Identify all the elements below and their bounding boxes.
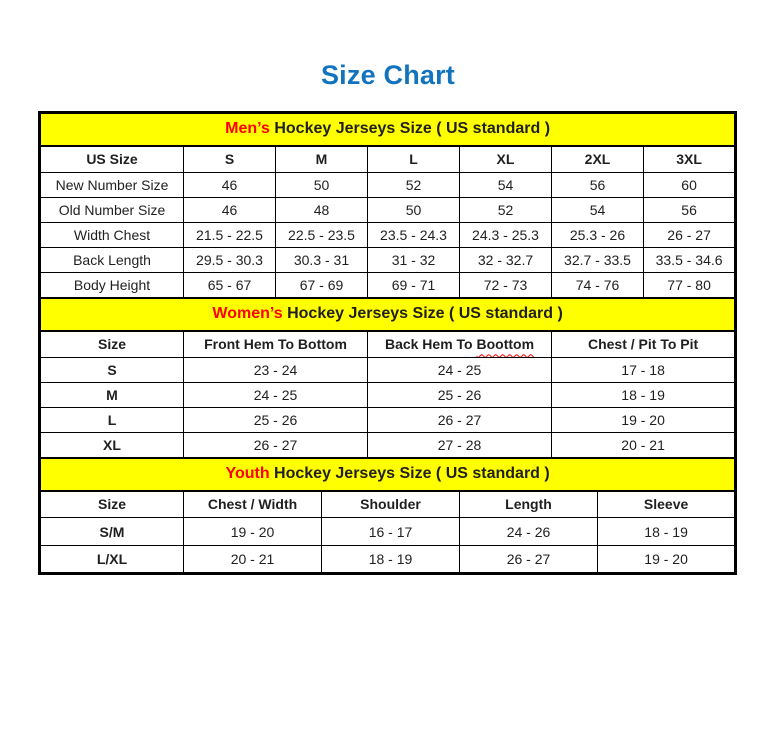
column-header: 3XL xyxy=(644,146,736,173)
table-row xyxy=(40,546,736,574)
size-value-cell: 20 - 21 xyxy=(552,433,736,458)
table-row xyxy=(40,383,736,408)
size-value-cell: 31 - 32 xyxy=(368,248,460,273)
size-value-cell: 33.5 - 34.6 xyxy=(644,248,736,273)
row-label: S xyxy=(40,358,184,383)
mens-section xyxy=(40,113,736,298)
size-value-cell: 17 - 18 xyxy=(552,358,736,383)
size-value-cell: 18 - 19 xyxy=(598,518,736,546)
size-value-cell: 32.7 - 33.5 xyxy=(552,248,644,273)
size-value-cell: 52 xyxy=(368,173,460,198)
size-value-cell: 24 - 25 xyxy=(184,383,368,408)
column-header: 2XL xyxy=(552,146,644,173)
womens-header-row xyxy=(40,331,736,358)
row-label: Old Number Size xyxy=(40,198,184,223)
womens-section xyxy=(40,298,736,458)
column-header: Sleeve xyxy=(598,491,736,518)
size-chart-page xyxy=(0,60,776,575)
size-value-cell: 60 xyxy=(644,173,736,198)
band-rest: Hockey Jerseys Size ( US standard ) xyxy=(282,305,563,322)
column-header: XL xyxy=(460,146,552,173)
size-value-cell: 19 - 20 xyxy=(598,546,736,574)
size-value-cell: 20 - 21 xyxy=(184,546,322,574)
table-row xyxy=(40,433,736,458)
size-value-cell: 77 - 80 xyxy=(644,273,736,298)
row-label: M xyxy=(40,383,184,408)
table-row xyxy=(40,198,736,223)
column-header-prefix: Back Hem To xyxy=(384,336,477,353)
size-tables-container xyxy=(38,111,735,575)
band-highlight: Men’s xyxy=(225,120,270,138)
size-value-cell: 72 - 73 xyxy=(460,273,552,298)
mens-header-row xyxy=(40,146,736,173)
column-header: Front Hem To Bottom xyxy=(184,331,368,358)
band-rest: Hockey Jerseys Size ( US standard ) xyxy=(269,120,551,138)
womens-band-title xyxy=(40,298,736,331)
row-label: New Number Size xyxy=(40,173,184,198)
size-value-cell: 56 xyxy=(552,173,644,198)
size-value-cell: 30.3 - 31 xyxy=(276,248,368,273)
row-label: XL xyxy=(40,433,184,458)
size-value-cell: 21.5 - 22.5 xyxy=(184,223,276,248)
table-row xyxy=(40,223,736,248)
table-row xyxy=(40,273,736,298)
size-value-cell: 27 - 28 xyxy=(368,433,552,458)
size-value-cell: 24.3 - 25.3 xyxy=(460,223,552,248)
band-highlight: Youth xyxy=(225,465,270,482)
mens-band-row xyxy=(40,113,736,146)
table-row xyxy=(40,173,736,198)
size-value-cell: 69 - 71 xyxy=(368,273,460,298)
row-label: Body Height xyxy=(40,273,184,298)
size-value-cell: 48 xyxy=(276,198,368,223)
row-label: L/XL xyxy=(40,546,184,574)
column-header: US Size xyxy=(40,146,184,173)
column-header: Chest / Width xyxy=(184,491,322,518)
size-value-cell: 54 xyxy=(552,198,644,223)
column-header: Size xyxy=(40,331,184,358)
size-value-cell: 26 - 27 xyxy=(184,433,368,458)
size-value-cell: 50 xyxy=(368,198,460,223)
size-value-cell: 25 - 26 xyxy=(184,408,368,433)
size-value-cell: 24 - 26 xyxy=(460,518,598,546)
column-header: M xyxy=(276,146,368,173)
size-value-cell: 19 - 20 xyxy=(184,518,322,546)
column-header: S xyxy=(184,146,276,173)
size-value-cell: 25 - 26 xyxy=(368,383,552,408)
size-value-cell: 67 - 69 xyxy=(276,273,368,298)
column-header: Chest / Pit To Pit xyxy=(552,331,736,358)
size-value-cell: 16 - 17 xyxy=(322,518,460,546)
row-label: S/M xyxy=(40,518,184,546)
column-header: Length xyxy=(460,491,598,518)
column-header: Size xyxy=(40,491,184,518)
size-chart-table xyxy=(38,111,737,575)
size-value-cell: 46 xyxy=(184,173,276,198)
size-value-cell: 50 xyxy=(276,173,368,198)
size-value-cell: 46 xyxy=(184,198,276,223)
size-value-cell: 23.5 - 24.3 xyxy=(368,223,460,248)
table-row xyxy=(40,358,736,383)
size-value-cell: 32 - 32.7 xyxy=(460,248,552,273)
size-value-cell: 26 - 27 xyxy=(460,546,598,574)
size-value-cell: 26 - 27 xyxy=(368,408,552,433)
size-value-cell: 65 - 67 xyxy=(184,273,276,298)
size-value-cell: 19 - 20 xyxy=(552,408,736,433)
band-highlight: Women’s xyxy=(212,305,283,322)
column-header: L xyxy=(368,146,460,173)
youth-band-title xyxy=(40,458,736,491)
size-value-cell: 54 xyxy=(460,173,552,198)
row-label: Width Chest xyxy=(40,223,184,248)
size-value-cell: 26 - 27 xyxy=(644,223,736,248)
row-label: L xyxy=(40,408,184,433)
size-value-cell: 74 - 76 xyxy=(552,273,644,298)
size-value-cell: 52 xyxy=(460,198,552,223)
table-row xyxy=(40,518,736,546)
size-value-cell: 22.5 - 23.5 xyxy=(276,223,368,248)
size-value-cell: 29.5 - 30.3 xyxy=(184,248,276,273)
mens-band-title xyxy=(40,113,736,146)
youth-band-row xyxy=(40,458,736,491)
size-value-cell: 25.3 - 26 xyxy=(552,223,644,248)
size-value-cell: 18 - 19 xyxy=(552,383,736,408)
column-header xyxy=(368,331,552,358)
band-rest: Hockey Jerseys Size ( US standard ) xyxy=(269,465,550,482)
table-row xyxy=(40,408,736,433)
row-label: Back Length xyxy=(40,248,184,273)
column-header: Shoulder xyxy=(322,491,460,518)
misspelled-word: Boottom xyxy=(476,336,535,353)
page-title: Size Chart xyxy=(320,60,456,90)
size-value-cell: 56 xyxy=(644,198,736,223)
youth-header-row xyxy=(40,491,736,518)
size-value-cell: 24 - 25 xyxy=(368,358,552,383)
womens-band-row xyxy=(40,298,736,331)
size-value-cell: 18 - 19 xyxy=(322,546,460,574)
table-row xyxy=(40,248,736,273)
size-value-cell: 23 - 24 xyxy=(184,358,368,383)
youth-section xyxy=(40,458,736,574)
